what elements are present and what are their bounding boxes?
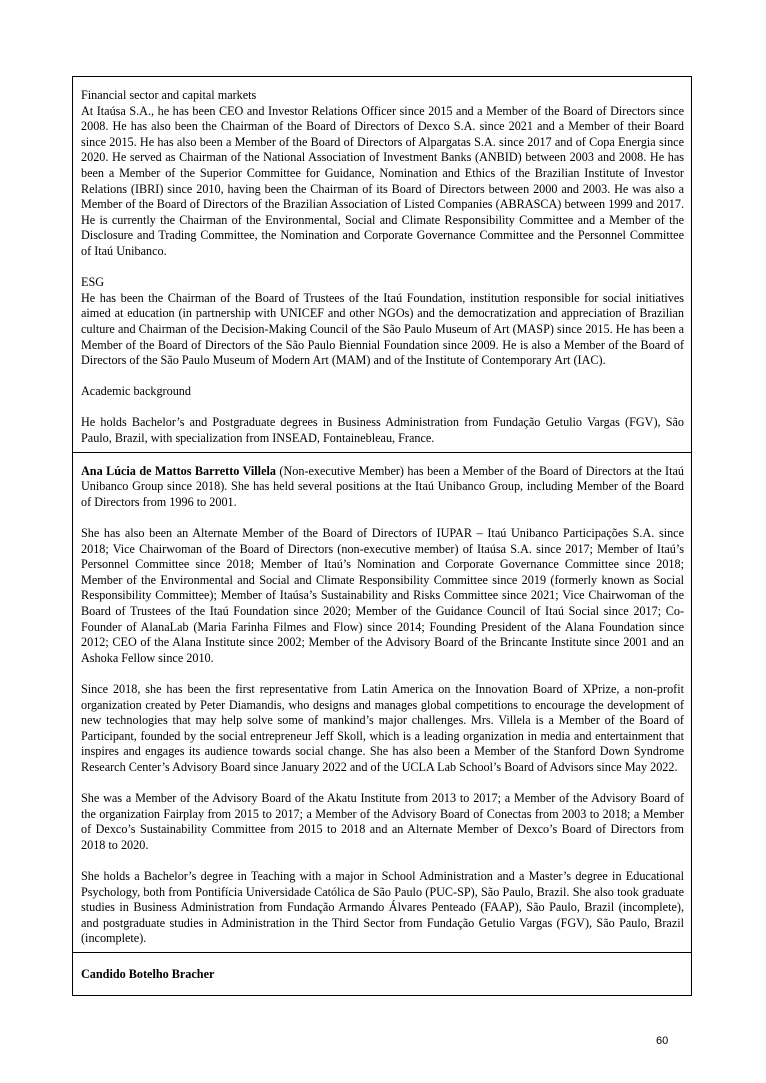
bracher-name: Candido Botelho Bracher — [81, 967, 215, 982]
bio-cell-ana-lucia-villela — [73, 452, 691, 952]
villela-xprize-paragraph: Since 2018, she has been the first representative from Latin America on the Innovation Board of XPrize, a non-profit organization created by Peter Diamandis, who designs and manages global competitions to encourage the development of new technologies that may help solve some of mankind’s major challenges. Mrs. Villela is a Member of the Board of Participant, founded by the social entrepreneur Jeff Skoll, which is a leading organization in media and entertainment that inspires and engages its audience towards social change. She has also been a Member of the Stanford Down Syndrome Research Center’s Advisory Board since January 2022 and of the UCLA Lab School’s Board of Advisors since May 2022. — [81, 681, 684, 774]
bracher-name-paragraph — [81, 967, 684, 983]
villela-education-paragraph: She holds a Bachelor’s degree in Teaching with a major in School Administration and a Master’s degree in Educational Psychology, both from Pontifícia Universidade Católica de São Paulo (PUC-SP), São Paulo, Brazil. She also took graduate studies in Business Administration from Fundação Armando Álvares Penteado (FAAP), São Paulo, Brazil (incomplete), and postgraduate studies in Administration in the Third Sector from Fundação Getulio Vargas (FGV), São Paulo, Brazil (incomplete). — [81, 869, 684, 946]
villela-advisory-paragraph: She was a Member of the Advisory Board of the Akatu Institute from 2013 to 2017; a Member of the Advisory Board of the organization Fairplay from 2015 to 2017; a Member of the Advisory Board of Conectas from 2003 to 2018; a Member of Dexco’s Sustainability Committee from 2015 to 2018 and an Alternate Member of Dexco’s Board of Directors from 2018 to 2020. — [81, 791, 684, 852]
bio-table — [72, 76, 692, 996]
villela-intro-paragraph — [81, 464, 684, 511]
bio-cell-candido-bracher — [73, 952, 691, 995]
page-number: 60 — [656, 1035, 669, 1047]
esg-paragraph: He has been the Chairman of the Board of Trustees of the Itaú Foundation, institution responsible for social initiatives aimed at education (in partnership with UNICEF and other NGOs) and the democratization and appreciation of Brazilian culture and Chairman of the Decision-Making Council of the São Paulo Museum of Art (MASP) since 2015. He has been a Member of the Board of Directors of the São Paulo Biennial Foundation since 2009. He is also a Member of the Board of Directors of the São Paulo Museum of Modern Art (MAM) and of the Institute of Contemporary Art (IAC). — [81, 290, 684, 368]
academic-heading: Academic background — [81, 384, 191, 399]
bio-cell-previous-member — [73, 77, 691, 452]
esg-heading: ESG — [81, 275, 105, 290]
villela-intro-text: (Non-executive Member) has been a Member of the Board of Directors at the Itaú Unibanco Group since 2018). She has held several positions at the Itaú Unibanco Group, including Member of the Board of Directors from 1996 to 2001. — [81, 463, 684, 509]
academic-paragraph: He holds Bachelor’s and Postgraduate degrees in Business Administration from Fundação Getulio Vargas (FGV), São Paulo, Brazil, with specialization from INSEAD, Fontainebleau, France. — [81, 415, 684, 446]
financial-heading: Financial sector and capital markets — [81, 88, 257, 102]
financial-paragraph: At Itaúsa S.A., he has been CEO and Investor Relations Officer since 2015 and a Member of the Board of Directors since 2008. He has also been the Chairman of the Board of Directors of Dexco S.A. since 2021 and a Member of their Board since 2015. He has also been a Member of the Board of Directors of Alpargatas S.A. since 2017 and of Copa Energia since 2020. He served as Chairman of the National Association of Investment Banks (ANBID) between 2003 and 2008. He has been a Member of the Superior Committee for Guidance, Nomination and Ethics of the Brazilian Institute of Investor Relations (IBRI) since 2010, having been the Chairman of its Board of Directors between 2000 and 2003. He was also a Member of the Board of Directors of the Brazilian Association of Listed Companies (ABRASCA) between 1999 and 2017. He is currently the Chairman of the Environmental, Social and Climate Responsibility Committee and a Member of the Disclosure and Trading Committee, the Nomination and Corporate Governance Committee and the Personnel Committee of Itaú Unibanco. — [81, 103, 684, 258]
villela-name: Ana Lúcia de Mattos Barretto Villela — [81, 463, 276, 478]
villela-positions-paragraph: She has also been an Alternate Member of the Board of Directors of IUPAR – Itaú Unibanco Participações S.A. since 2018; Vice Chairwoman of the Board of Directors (non-executive member) of Itaúsa S.A. since 2017; Member of Itaú’s Personnel Committee since 2018; Member of Itaú’s Nomination and Corporate Governance Committee since 2018; Member of the Environmental and Social and Climate Responsibility Committee since 2019 (formerly known as Social Responsibility Committee); Member of Itaúsa’s Sustainability and Risks Committee since 2021; Vice Chairwoman of the Board of Trustees of the Itaú Foundation since 2020; Member of the Guidance Council of Itaú Social since 2017; Co-Founder of AlanaLab (Maria Farinha Filmes and Flow) since 2014; Founding President of the Alana Foundation since 2012; CEO of the Alana Institute since 2002; Member of the Advisory Board of the Brincante Institute since 2001 and an Ashoka Fellow since 2010. — [81, 526, 684, 665]
